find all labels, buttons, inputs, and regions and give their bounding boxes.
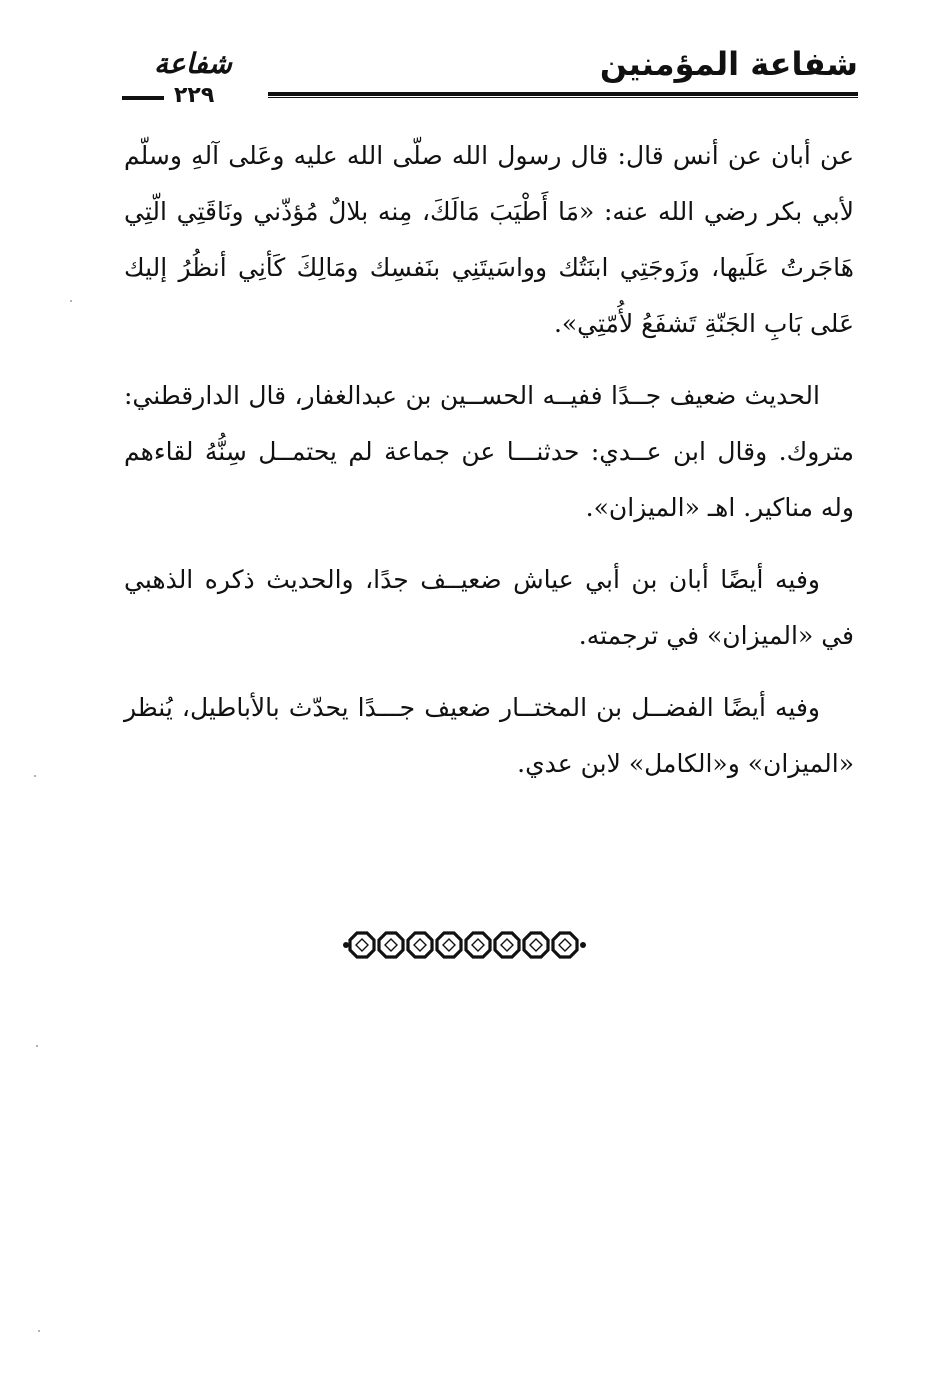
ornament-end-dot bbox=[343, 942, 349, 948]
ornament-link bbox=[524, 933, 548, 957]
scan-speck bbox=[34, 775, 36, 777]
ornament-inner bbox=[472, 939, 484, 951]
ornament-inner bbox=[414, 939, 426, 951]
page-header bbox=[118, 40, 858, 110]
page-body bbox=[124, 128, 854, 808]
paragraph-hadith: عن أبان عن أنس قال: قال رسول الله صلّى الله عليه وعَلى آلهِ وسلّم لأبي بكر رضي الله عنه: «مَا أَطْيَبَ مَالَكَ، مِنه بلالٌ مُؤذّني ونَاقَتِي الّتِي هَاجَرتُ عَلَيها، وزَوجَتِي ابنَتُك وواسَيتَنِي بنَفسِك ومَالِكَ كَأنِي أنظُرُ إليك عَلى بَابِ الجَنّةِ تَشفَعُ لأُمّتِي». bbox=[124, 141, 854, 338]
ornament-inner bbox=[530, 939, 542, 951]
ornament-link bbox=[466, 933, 490, 957]
geometric-chain-divider-icon bbox=[340, 920, 610, 970]
ornament-inner bbox=[356, 939, 368, 951]
page-number: ٢٢٩ bbox=[174, 83, 215, 108]
header-double-rule bbox=[268, 92, 858, 98]
ornament-link bbox=[495, 933, 519, 957]
paragraph-aban: وفيه أيضًا أبان بن أبي عياش ضعيــف جدًا، والحديث ذكره الذهبي في «الميزان» في ترجمته. bbox=[124, 565, 854, 650]
ornament-link bbox=[379, 933, 403, 957]
ornament-link bbox=[553, 933, 577, 957]
scan-speck bbox=[70, 300, 72, 302]
series-logo: شفاعة bbox=[154, 47, 232, 80]
ornament-inner bbox=[385, 939, 397, 951]
paragraph-grading: الحديث ضعيف جــدًا ففيــه الحســين بن عبدالغفار، قال الدارقطني: متروك. وقال ابن عــدي: حدثنـــا عن جماعة لم يحتمــل سِنُّهُ لقاءهم وله مناكير. اهـ «الميزان». bbox=[124, 381, 854, 522]
ornament-link bbox=[350, 933, 374, 957]
ornament-link bbox=[437, 933, 461, 957]
ornament-end-dot bbox=[580, 942, 586, 948]
scan-speck bbox=[38, 1330, 40, 1332]
ornament-inner bbox=[443, 939, 455, 951]
book-title: شفاعة المؤمنين bbox=[599, 45, 858, 83]
ornament-link bbox=[408, 933, 432, 957]
paragraph-fadl: وفيه أيضًا الفضــل بن المختــار ضعيف جـــدًا يحدّث بالأباطيل، يُنظر «الميزان» و«الكامل» لابن عدي. bbox=[124, 693, 854, 778]
ornament-inner bbox=[501, 939, 513, 951]
scan-speck bbox=[36, 1045, 38, 1047]
ornament-inner bbox=[559, 939, 571, 951]
header-dash bbox=[122, 96, 164, 100]
